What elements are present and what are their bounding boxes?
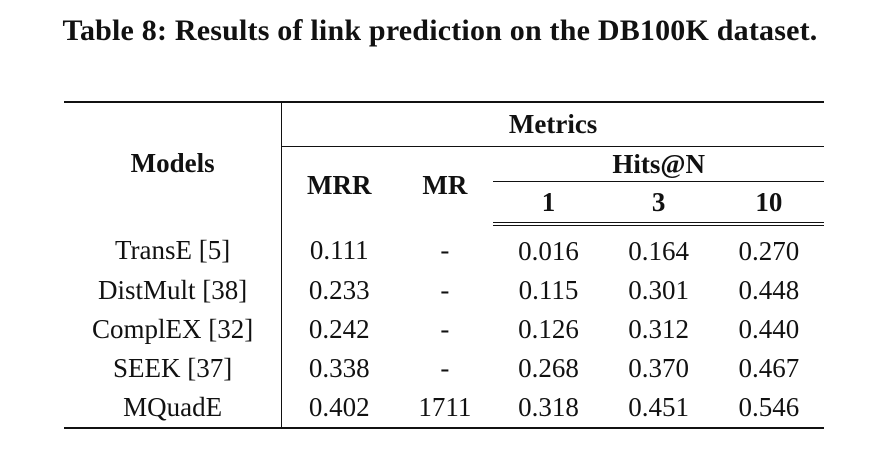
hits-3-cell: 0.451	[604, 388, 714, 428]
table-row-best	[64, 388, 824, 428]
hits-10-cell: 0.467	[738, 353, 800, 383]
hits-3-cell: 0.301	[628, 275, 690, 305]
hits-10-cell: 0.270	[738, 236, 800, 266]
hits-10-cell: 0.546	[714, 388, 824, 428]
hits-1-cell: 0.115	[518, 275, 579, 305]
model-cell: ComplEX [32]	[64, 310, 282, 349]
models-header: Models	[64, 102, 282, 224]
hits-10-header: 10	[714, 182, 824, 225]
hits-3-cell: 0.370	[628, 353, 690, 383]
mr-cell: -	[440, 314, 450, 344]
hits-10-cell: 0.448	[738, 275, 800, 305]
mrr-header: MRR	[307, 170, 372, 200]
hits-1-cell: 0.268	[518, 353, 579, 383]
mrr-cell: 0.402	[282, 388, 397, 428]
table-row	[64, 349, 824, 388]
table-row	[64, 310, 824, 349]
hits-1-cell: 0.126	[518, 314, 579, 344]
model-cell: DistMult [38]	[64, 271, 282, 310]
hits-header: Hits@N	[493, 147, 824, 182]
hits-3-cell: 0.312	[628, 314, 690, 344]
mr-header: MR	[422, 170, 468, 200]
hits-1-cell: 0.318	[493, 388, 603, 428]
model-cell: TransE [5]	[64, 224, 282, 271]
mr-cell: 1711	[396, 388, 493, 428]
hits-3-cell: 0.164	[628, 236, 690, 266]
model-cell: SEEK [37]	[64, 349, 282, 388]
table-row	[64, 224, 824, 271]
header-row-metrics	[64, 102, 824, 147]
table-row	[64, 271, 824, 310]
mr-cell: -	[440, 353, 450, 383]
mr-cell: -	[440, 275, 450, 305]
metrics-header: Metrics	[282, 102, 824, 147]
hits-1-cell: 0.016	[518, 236, 579, 266]
results-table	[64, 101, 824, 429]
hits-10-cell: 0.440	[738, 314, 800, 344]
mrr-cell: 0.338	[308, 353, 370, 383]
mrr-cell: 0.242	[308, 314, 370, 344]
table-caption: Table 8: Results of link prediction on the DB100K dataset.	[62, 14, 818, 47]
mrr-cell: 0.111	[309, 235, 369, 265]
mrr-cell: 0.233	[308, 275, 370, 305]
model-cell: MQuadE	[64, 388, 282, 428]
hits-3-header: 3	[604, 182, 714, 225]
hits-1-header: 1	[493, 182, 603, 225]
mr-cell: -	[440, 235, 450, 265]
